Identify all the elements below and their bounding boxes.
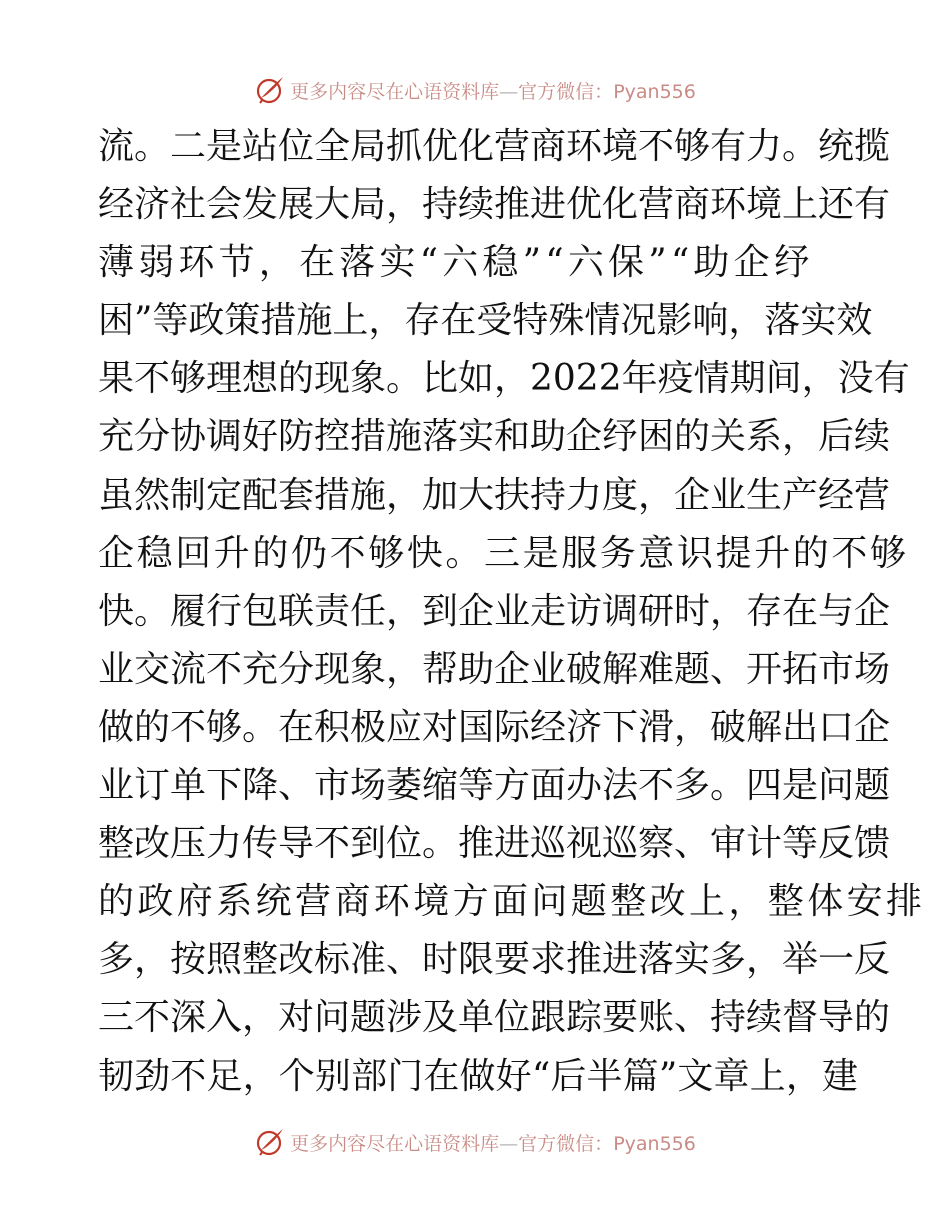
- document-body: [98, 124, 926, 1112]
- watermark-separator: —: [499, 1132, 519, 1155]
- body-line: 业交流不充分现象，帮助企业破解难题、开拓市场: [98, 648, 891, 690]
- watermark-official: 官方微信：: [518, 80, 614, 103]
- body-line: 韧劲不足，个别部门在做好“后半篇”文章上，建: [98, 1055, 858, 1097]
- body-line: 虽然制定配套措施，加大扶持力度，企业生产经营: [98, 474, 891, 516]
- body-line: 的政府系统营商环境方面问题整改上，整体安排: [98, 881, 926, 923]
- body-line: 果不够理想的现象。比如，2022年疫情期间，没有: [98, 358, 910, 400]
- quill-pen-logo-icon: [254, 74, 286, 106]
- body-line: 薄弱环节，在落实“六稳”“六保”“助企纾: [98, 242, 815, 284]
- body-line: 三不深入，对问题涉及单位跟踪要账、持续督导的: [98, 997, 891, 1039]
- body-line: 整改压力传导不到位。推进巡视巡察、审计等反馈: [98, 823, 891, 865]
- body-line: 困”等政策措施上，存在受特殊情况影响，落实效: [98, 300, 873, 342]
- body-line: 做的不够。在积极应对国际经济下滑，破解出口企: [98, 706, 891, 748]
- body-line: 多，按照整改标准、时限要求推进落实多，举一反: [98, 939, 891, 981]
- header-watermark: [0, 70, 950, 110]
- body-line: 充分协调好防控措施落实和助企纾困的关系，后续: [98, 416, 891, 458]
- watermark-title: 更多内容尽在心语资料库: [290, 1132, 500, 1155]
- watermark-text: [290, 77, 696, 104]
- footer-watermark: [0, 1122, 950, 1162]
- quill-pen-logo-icon: [254, 1126, 286, 1158]
- watermark-handle: Pyan556: [613, 80, 696, 103]
- body-line: 业订单下降、市场萎缩等方面办法不多。四是问题: [98, 765, 891, 807]
- body-line: 经济社会发展大局，持续推进优化营商环境上还有: [98, 184, 891, 226]
- watermark-title: 更多内容尽在心语资料库: [290, 80, 500, 103]
- watermark-separator: —: [499, 80, 519, 103]
- watermark-official: 官方微信：: [518, 1132, 614, 1155]
- body-line: 企稳回升的仍不够快。三是服务意识提升的不够: [98, 532, 909, 574]
- body-line: 快。履行包联责任，到企业走访调研时，存在与企: [98, 590, 891, 632]
- body-line: 流。二是站位全局抓优化营商环境不够有力。统揽: [98, 126, 891, 167]
- watermark-handle: Pyan556: [613, 1132, 696, 1155]
- watermark-text: [290, 1129, 696, 1156]
